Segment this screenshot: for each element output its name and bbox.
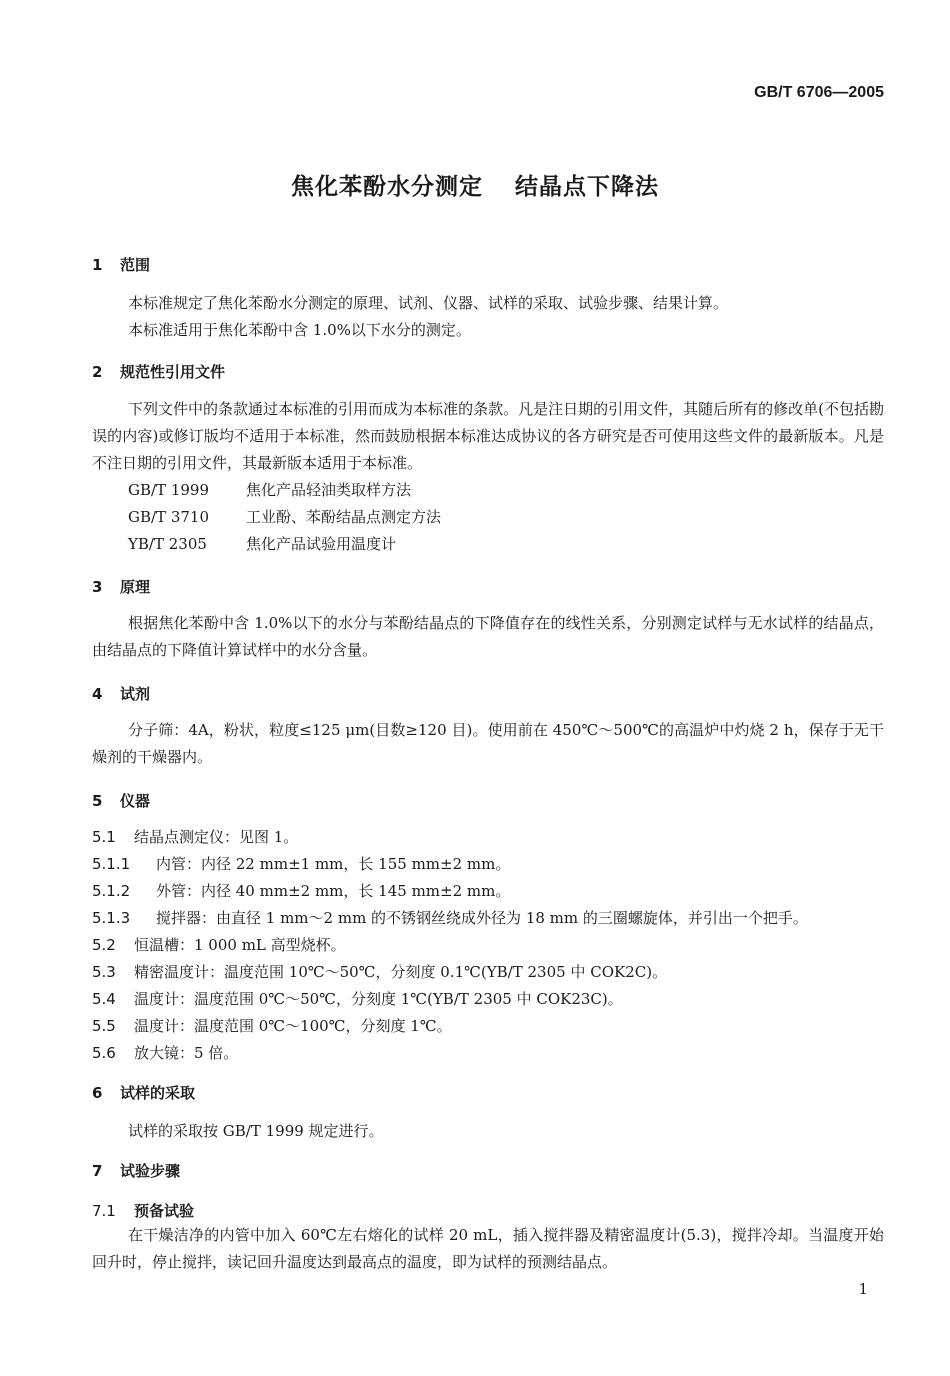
instrument-item: 5.5 温度计：温度范围 0℃～100℃，分刻度 1℃。 [92,1017,452,1035]
section-2-heading: 2 规范性引用文件 [92,363,226,381]
section-1-heading: 1 范围 [92,256,151,274]
section-7-heading: 7 试验步骤 [92,1162,181,1180]
section-6-heading: 6 试样的采取 [92,1084,196,1102]
section-3-paragraph: 根据焦化苯酚中含 1.0%以下的水分与苯酚结晶点的下降值存在的线性关系，分别测定试样与无水试样的结晶点，由结晶点的下降值计算试样中的水分含量。 [92,614,884,659]
section-3-heading: 3 原理 [92,578,151,596]
reference-item: YB/T 2305 焦化产品试验用温度计 [128,535,397,553]
instrument-item: 5.4 温度计：温度范围 0℃～50℃，分刻度 1℃(YB/T 2305 中 COK23C)。 [92,990,623,1008]
section-4-paragraph: 分子筛：4A，粉状，粒度≤125 μm(目数≥120 目)。使用前在 450℃～500℃的高温炉中灼烧 2 h，保存于无干燥剂的干燥器内。 [92,721,884,766]
section-1-para-2: 本标准适用于焦化苯酚中含 1.0%以下水分的测定。 [128,321,471,339]
section-2-paragraph: 下列文件中的条款通过本标准的引用而成为本标准的条款。凡是注日期的引用文件，其随后所有的修改单(不包括勘误的内容)或修订版均不适用于本标准，然而鼓励根据本标准达成协议的各方研究是否可使用这些文件的最新版本。凡是不注日期的引用文件，其最新版本适用于本标准。 [92,400,884,472]
section-5-heading: 5 仪器 [92,792,151,810]
document-title [0,168,950,201]
page-number: 1 [858,1280,868,1298]
instrument-item: 5.1.1 内管：内径 22 mm±1 mm，长 155 mm±2 mm。 [92,855,511,873]
standard-number: GB/T 6706—2005 [754,84,884,101]
reference-item: GB/T 1999 焦化产品轻油类取样方法 [128,481,412,499]
reference-item: GB/T 3710 工业酚、苯酚结晶点测定方法 [128,508,442,526]
instrument-item: 5.1.3 搅拌器：由直径 1 mm～2 mm 的不锈钢丝绕成外径为 18 mm 的三圈螺旋体，并引出一个把手。 [92,909,808,927]
title-part-2: 结晶点下降法 [515,174,659,200]
section-4-heading: 4 试剂 [92,685,151,703]
section-7-1-paragraph: 在干燥洁净的内管中加入 60℃左右熔化的试样 20 mL，插入搅拌器及精密温度计(5.3)，搅拌冷却。当温度开始回升时，停止搅拌，读记回升温度达到最高点的温度，即为试样的预测结晶点。 [92,1226,884,1271]
instrument-item: 5.1 结晶点测定仪：见图 1。 [92,828,299,846]
section-6-paragraph: 试样的采取按 GB/T 1999 规定进行。 [128,1122,384,1140]
instrument-item: 5.2 恒温槽：1 000 mL 高型烧杯。 [92,936,346,954]
instrument-item: 5.6 放大镜：5 倍。 [92,1044,239,1062]
title-part-1: 焦化苯酚水分测定 [291,174,483,200]
section-1-para-1: 本标准规定了焦化苯酚水分测定的原理、试剂、仪器、试样的采取、试验步骤、结果计算。 [128,294,729,312]
subsection-7-1-heading: 7.1 预备试验 [92,1202,195,1220]
instrument-item: 5.1.2 外管：内径 40 mm±2 mm，长 145 mm±2 mm。 [92,882,511,900]
instrument-item: 5.3 精密温度计：温度范围 10℃～50℃，分刻度 0.1℃(YB/T 2305 中 COK2C)。 [92,963,668,981]
